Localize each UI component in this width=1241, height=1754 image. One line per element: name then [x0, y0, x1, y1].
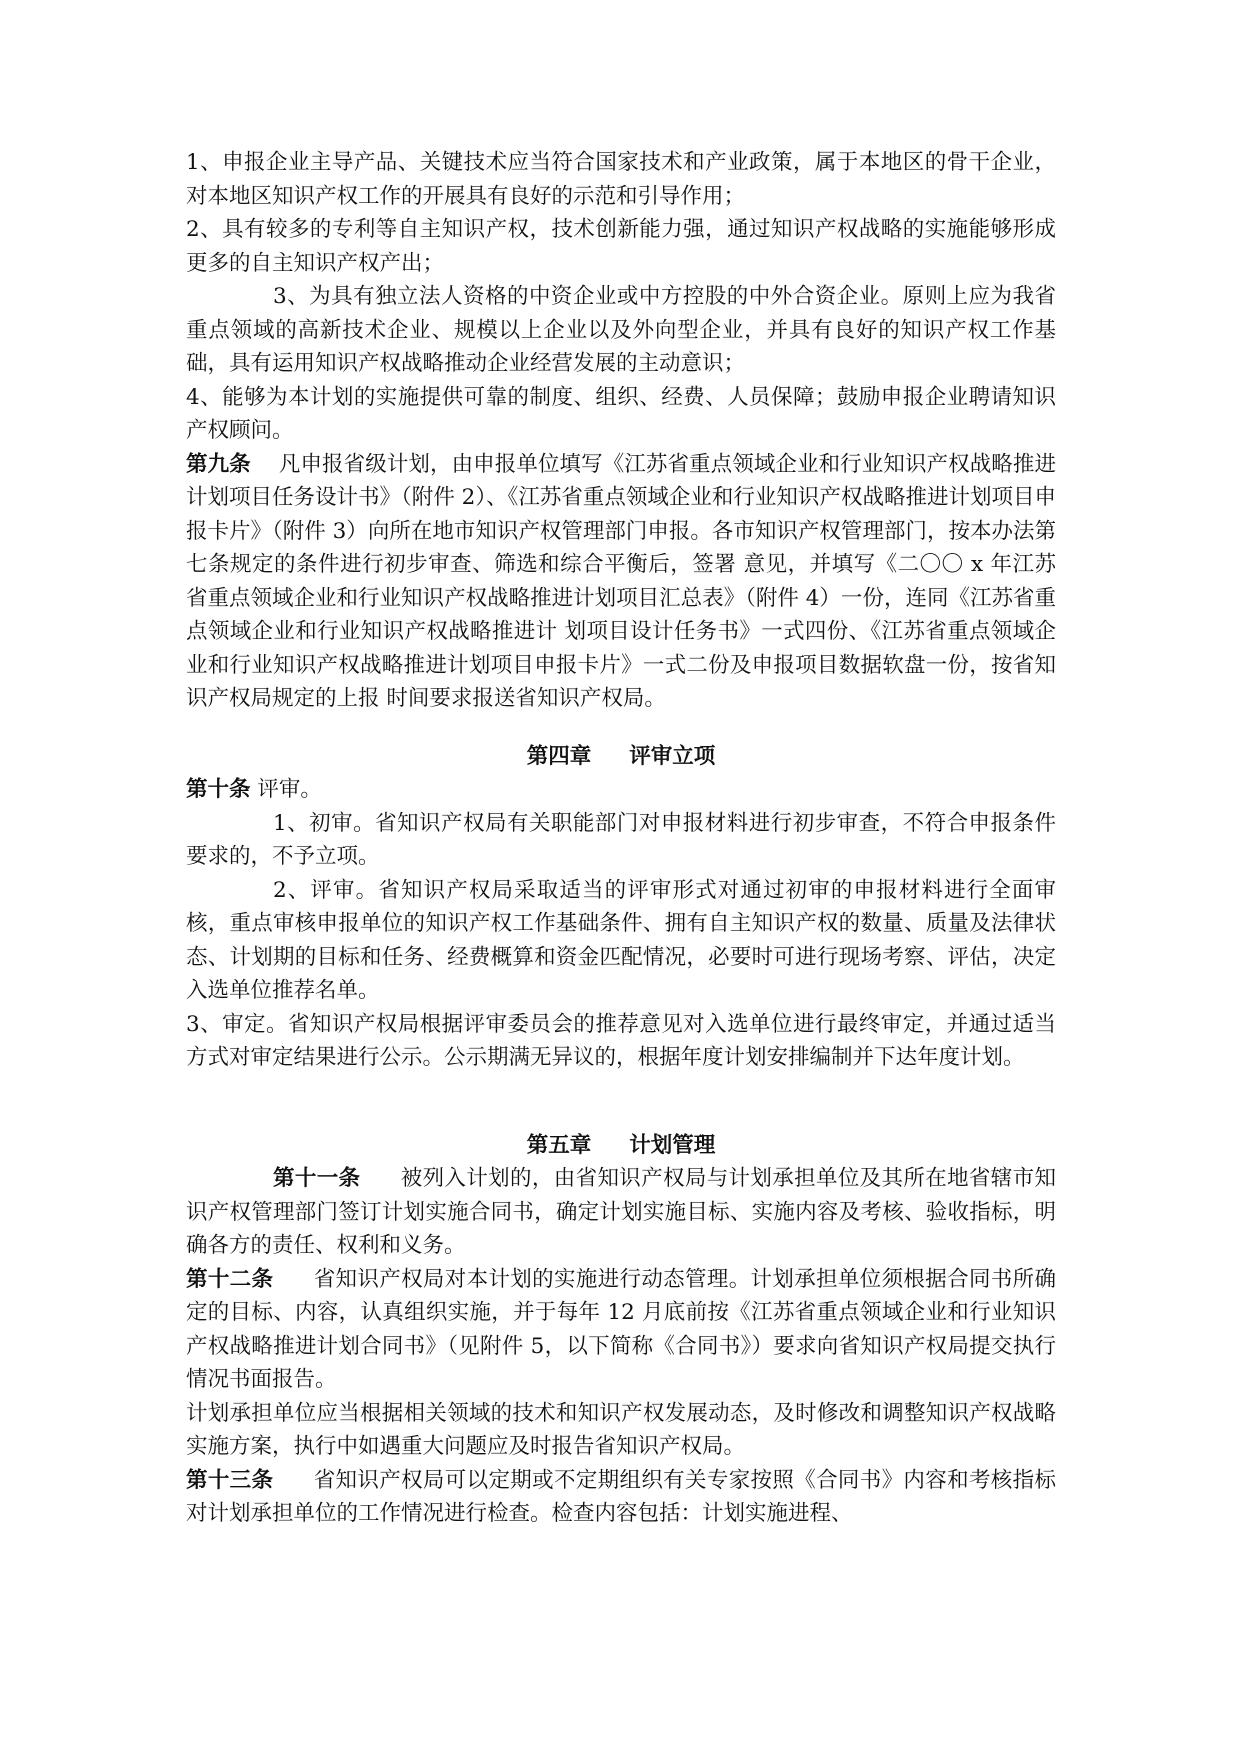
chapter-5-heading: [186, 1129, 1056, 1163]
document-page: [186, 146, 1056, 1531]
article-12: [186, 1263, 1056, 1397]
article-11-label: 第十一条: [273, 1166, 361, 1191]
article-10-step-3: 3、审定。省知识产权局根据评审委员会的推荐意见对入选单位进行最终审定，并通过适当方式对审定结果进行公示。公示期满无异议的，根据年度计划安排编制并下达年度计划。: [186, 1011, 1056, 1070]
chapter-5-title: 计划管理: [629, 1132, 716, 1158]
chapter-5-number: 第五章: [526, 1132, 592, 1158]
criteria-item-4: 4、能够为本计划的实施提供可靠的制度、组织、经费、人员保障；鼓励申报企业聘请知识产权顾问。: [186, 384, 1056, 443]
article-9: [186, 448, 1056, 716]
article-11-text: 被列入计划的，由省知识产权局与计划承担单位及其所在地省辖市知识产权管理部门签订计划实施合同书，确定计划实施目标、实施内容及考核、验收指标，明确各方的责任、权利和义务。: [186, 1166, 1056, 1258]
article-9-text: 凡申报省级计划，由申报单位填写《江苏省重点领域企业和行业知识产权战略推进计划项目任务设计书》（附件 2）、《江苏省重点领域企业和行业知识产权战略推进计划项目申报卡片》（附件 3）向所在地市知识产权管理部门申报。各市知识产权管理部门，按本办法第七条规定的条件进行初步审查、筛选和综合平衡后，签署 意见，并填写《二〇〇 x 年江苏省重点领域企业和行业知识产权战略推进计划项目汇总表》（附件 4）一份，连同《江苏省重点领域企业和行业知识产权战略推进计 划项目设计任务书》一式四份、《江苏省重点领域企业和行业知识产权战略推进计划项目申报卡片》一式二份及申报项目数据软盘一份，按省知识产权局规定的上报 时间要求报送省知识产权局。: [186, 451, 1056, 711]
article-13-label: 第十三条: [186, 1467, 274, 1493]
article-10-step-1: 1、初审。省知识产权局有关职能部门对申报材料进行初步审查，不符合申报条件要求的，不予立项。: [186, 810, 1056, 869]
criteria-item-2: 2、具有较多的专利等自主知识产权，技术创新能力强，通过知识产权战略的实施能够形成更多的自主知识产权产出；: [186, 217, 1056, 276]
article-13: [186, 1464, 1056, 1531]
criteria-item-3: 3、为具有独立法人资格的中资企业或中方控股的中外合资企业。原则上应为我省重点领域的高新技术企业、规模以上企业以及外向型企业，并具有良好的知识产权工作基础，具有运用知识产权战略推动企业经营发展的主动意识；: [186, 284, 1056, 376]
chapter-4-heading: [186, 740, 1056, 774]
article-10: [186, 773, 1056, 807]
article-10-text: 评审。: [257, 777, 322, 802]
article-12-paragraph-2: 计划承担单位应当根据相关领域的技术和知识产权发展动态，及时修改和调整知识产权战略实施方案，执行中如遇重大问题应及时报告省知识产权局。: [186, 1400, 1056, 1459]
article-12-text: 省知识产权局对本计划的实施进行动态管理。计划承担单位须根据合同书所确定的目标、内容，认真组织实施，并于每年 12 月底前按《江苏省重点领域企业和行业知识产权战略推进计划合同书》（见附件 5，以下简称《合同书》）要求向省知识产权局提交执行情况书面报告。: [186, 1266, 1056, 1392]
article-12-label: 第十二条: [186, 1266, 274, 1292]
article-11: [186, 1162, 1056, 1263]
chapter-4-title: 评审立项: [629, 743, 716, 769]
article-13-text: 省知识产权局可以定期或不定期组织有关专家按照《合同书》内容和考核指标对计划承担单位的工作情况进行检查。检查内容包括：计划实施进程、: [186, 1467, 1056, 1526]
criteria-item-1: 1、申报企业主导产品、关键技术应当符合国家技术和产业政策，属于本地区的骨干企业，对本地区知识产权工作的开展具有良好的示范和引导作用；: [186, 150, 1056, 209]
article-10-step-2: 2、评审。省知识产权局采取适当的评审形式对通过初审的申报材料进行全面审核，重点审核申报单位的知识产权工作基础条件、拥有自主知识产权的数量、质量及法律状态、计划期的目标和任务、经费概算和资金匹配情况，必要时可进行现场考察、评估，决定入选单位推荐名单。: [186, 877, 1056, 1003]
article-10-label: 第十条: [186, 777, 251, 802]
chapter-4-number: 第四章: [526, 743, 592, 769]
article-9-label: 第九条: [186, 451, 251, 477]
